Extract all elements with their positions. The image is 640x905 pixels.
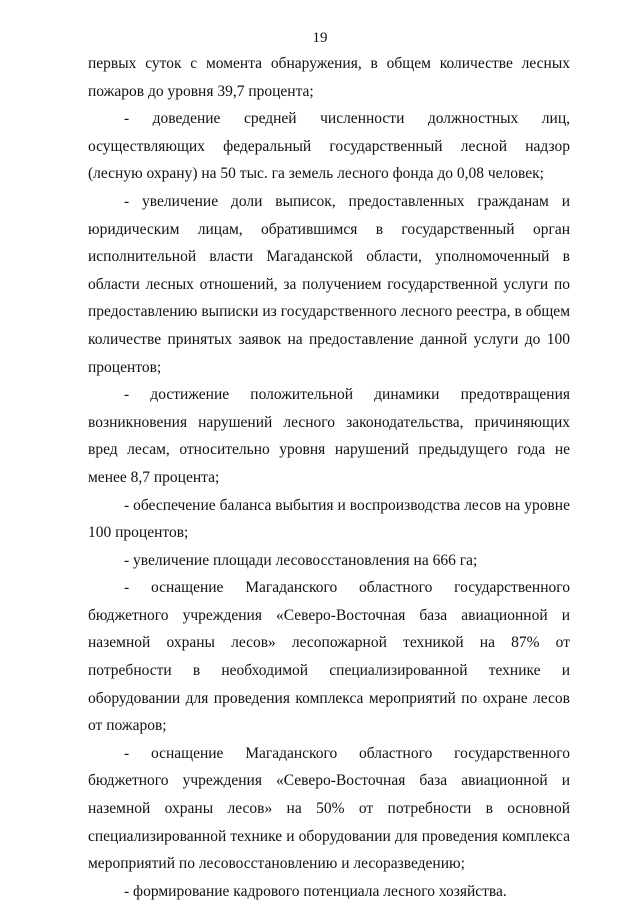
list-item: - формирование кадрового потенциала лесного хозяйства. <box>124 882 507 900</box>
list-item: - увеличение площади лесовосстановления на 666 га; <box>124 551 478 569</box>
paragraph-continuation: первых суток с момента обнаружения, в общем количестве лесных пожаров до уровня 39,7 процента; <box>88 55 570 100</box>
document-body <box>88 50 570 905</box>
list-item: - достижение положительной динамики предотвращения возникновения нарушений лесного законодательства, причиняющих вред лесам, относительно уровня нарушений предыдущего года не менее 8,7 процента; <box>88 386 570 486</box>
list-item: - оснащение Магаданского областного государственного бюджетного учреждения «Северо-Восточная база авиационной и наземной охраны лесов» лесопожарной техникой на 87% от потребности в необходимой специализированной технике и оборудовании для проведения комплекса мероприятий по охране лесов от пожаров; <box>88 579 570 735</box>
list-item: - доведение средней численности должностных лиц, осуществляющих федеральный государственный лесной надзор (лесную охрану) на 50 тыс. га земель лесного фонда до 0,08 человек; <box>88 110 570 183</box>
list-item: - увеличение доли выписок, предоставленных гражданам и юридическим лицам, обратившимся в государственный орган исполнительной власти Магаданской области, уполномоченный в области лесных отношений, за получением государственной услуги по предоставлению выписки из государственного лесного реестра, в общем количестве принятых заявок на предоставление данной услуги до 100 процентов; <box>88 192 570 376</box>
list-item: - обеспечение баланса выбытия и воспроизводства лесов на уровне 100 процентов; <box>88 496 570 542</box>
page-number: 19 <box>312 30 328 46</box>
list-item: - оснащение Магаданского областного государственного бюджетного учреждения «Северо-Восточная база авиационной и наземной охраны лесов» на 50% от потребности в основной специализированной технике и оборудовании для проведения комплекса мероприятий по лесовосстановлению и лесоразведению; <box>88 744 570 873</box>
